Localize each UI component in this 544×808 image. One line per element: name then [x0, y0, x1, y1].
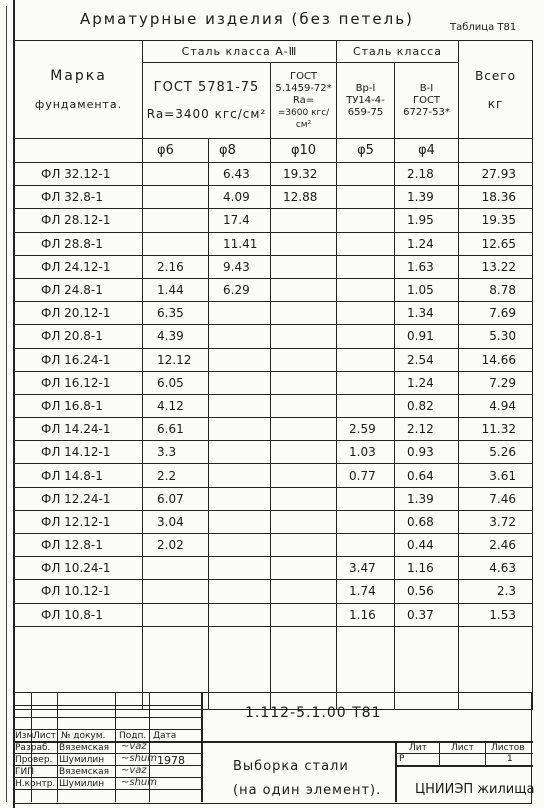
tb-hline-3	[15, 729, 201, 730]
cell-d10	[271, 348, 337, 371]
cell-mark: ФЛ 24.12-1	[15, 255, 143, 278]
header-bp1	[337, 63, 395, 139]
cell-d6: 1.44	[143, 278, 209, 301]
name-developer: Вяземская	[59, 743, 110, 753]
cell-d4: 1.24	[395, 232, 459, 255]
cell-mark: ФЛ 16.8-1	[15, 394, 143, 417]
cell-total: 5.30	[459, 325, 533, 348]
tb-divider-doc	[115, 693, 116, 802]
document-name-line1: Выборка стали	[233, 759, 349, 774]
role-norm-control: Н.контр.	[15, 779, 56, 789]
cell-d6	[143, 209, 209, 232]
bp1-l2: ТУ14-4-	[346, 94, 385, 106]
table-row	[15, 325, 533, 348]
cell-mark: ФЛ 10.24-1	[15, 557, 143, 580]
header-steel-a3: Сталь класса А-Ⅲ	[143, 41, 337, 63]
cell-d5	[337, 209, 395, 232]
cell-d5	[337, 394, 395, 417]
cell-d10	[271, 557, 337, 580]
gost-5781-label: ГОСТ 5781-75	[153, 80, 260, 95]
cell-d8: 17.4	[209, 209, 271, 232]
bp1-l1: Вр-Ⅰ	[355, 82, 376, 94]
b1-l3: 6727-53*	[403, 106, 450, 118]
cell-d6	[143, 186, 209, 209]
cell-d8	[209, 557, 271, 580]
cell-d8: 6.43	[209, 163, 271, 186]
header-blank-total	[459, 139, 533, 163]
header-steel-other: Сталь класса	[337, 41, 459, 63]
role-developer: Разраб.	[15, 743, 51, 753]
cell-d10	[271, 209, 337, 232]
cell-d5	[337, 348, 395, 371]
cell-d4: 0.64	[395, 464, 459, 487]
col-izm: Изм.	[15, 731, 37, 741]
tb-divider-r2	[485, 741, 486, 765]
cell-d10	[271, 534, 337, 557]
cell-d10	[271, 302, 337, 325]
header-gost-5781	[143, 63, 271, 139]
gost-5459-l4: =3600 кгс/см²	[277, 107, 330, 130]
cell-total: 11.32	[459, 418, 533, 441]
frame-line-outer	[6, 6, 7, 802]
header-blank	[15, 139, 143, 163]
table-row	[15, 163, 533, 186]
cell-d4: 0.68	[395, 510, 459, 533]
cell-d6	[143, 603, 209, 626]
cell-d10: 19.32	[271, 163, 337, 186]
table-row	[15, 603, 533, 626]
cell-total: 13.22	[459, 255, 533, 278]
cell-d6: 3.3	[143, 441, 209, 464]
cell-d8	[209, 348, 271, 371]
cell-d5: 1.74	[337, 580, 395, 603]
header-d6: φ6	[143, 139, 209, 163]
cell-d4: 1.95	[395, 209, 459, 232]
organization: ЦНИИЭП жилища	[415, 782, 535, 797]
cell-d8	[209, 487, 271, 510]
cell-mark: ФЛ 12.24-1	[15, 487, 143, 510]
cell-d6: 4.12	[143, 394, 209, 417]
cell-total: 8.78	[459, 278, 533, 301]
cell-d8	[209, 325, 271, 348]
cell-d4: 0.82	[395, 394, 459, 417]
cell-d4: 0.56	[395, 580, 459, 603]
gost-5459-l1: ГОСТ	[289, 70, 318, 82]
header-d8: φ8	[209, 139, 271, 163]
tb-hline-1	[15, 705, 201, 706]
cell-d5: 1.03	[337, 441, 395, 464]
cell-total: 14.66	[459, 348, 533, 371]
steel-table	[14, 40, 533, 710]
sheet-label: Лист	[451, 743, 474, 753]
cell-mark: ФЛ 14.24-1	[15, 418, 143, 441]
cell-d4: 2.12	[395, 418, 459, 441]
cell-mark: ФЛ 24.8-1	[15, 278, 143, 301]
table-row	[15, 441, 533, 464]
table-row	[15, 186, 533, 209]
col-doc: № докум.	[61, 731, 106, 741]
cell-d8	[209, 302, 271, 325]
cell-d5	[337, 255, 395, 278]
cell-d4: 1.39	[395, 186, 459, 209]
col-sign: Подп.	[119, 731, 147, 741]
cell-mark: ФЛ 20.12-1	[15, 302, 143, 325]
table-row	[15, 580, 533, 603]
tb-divider-right	[395, 741, 397, 802]
name-checker: Шумилин	[59, 755, 105, 765]
cell-d8: 4.09	[209, 186, 271, 209]
cell-d6: 2.02	[143, 534, 209, 557]
cell-d5	[337, 510, 395, 533]
cell-total: 2.3	[459, 580, 533, 603]
cell-d5: 3.47	[337, 557, 395, 580]
tb-divider-r1	[439, 741, 440, 765]
cell-d6	[143, 580, 209, 603]
cell-d6: 3.04	[143, 510, 209, 533]
cell-d10	[271, 325, 337, 348]
header-d4: φ4	[395, 139, 459, 163]
table-row	[15, 394, 533, 417]
cell-total: 18.36	[459, 186, 533, 209]
cell-d5	[337, 302, 395, 325]
sheets-label: Листов	[491, 743, 525, 753]
cell-total: 7.46	[459, 487, 533, 510]
cell-d8: 6.29	[209, 278, 271, 301]
signature-developer: ~vaz	[121, 741, 147, 752]
cell-d5	[337, 371, 395, 394]
cell-d6: 6.05	[143, 371, 209, 394]
table-row	[15, 487, 533, 510]
cell-total: 3.72	[459, 510, 533, 533]
cell-d8	[209, 394, 271, 417]
cell-d5	[337, 325, 395, 348]
cell-d10	[271, 418, 337, 441]
table-row	[15, 464, 533, 487]
cell-d4: 2.54	[395, 348, 459, 371]
cell-total: 7.69	[459, 302, 533, 325]
cell-d5: 1.16	[337, 603, 395, 626]
cell-total: 4.94	[459, 394, 533, 417]
table-row	[15, 232, 533, 255]
cell-d4: 0.37	[395, 603, 459, 626]
table-row	[15, 209, 533, 232]
cell-total: 7.29	[459, 371, 533, 394]
cell-d10	[271, 278, 337, 301]
table-row	[15, 510, 533, 533]
cell-d6: 6.35	[143, 302, 209, 325]
cell-mark: ФЛ 32.12-1	[15, 163, 143, 186]
cell-d4: 0.44	[395, 534, 459, 557]
cell-mark: ФЛ 14.8-1	[15, 464, 143, 487]
cell-mark: ФЛ 14.12-1	[15, 441, 143, 464]
header-gost-5459	[271, 63, 337, 139]
cell-d6: 6.07	[143, 487, 209, 510]
table-row	[15, 418, 533, 441]
header-total-line2: кг	[487, 96, 504, 111]
tb-hline-8	[15, 789, 201, 790]
cell-d10: 12.88	[271, 186, 337, 209]
cell-d6	[143, 163, 209, 186]
gost-5459-l2: 5.1459-72*	[275, 82, 332, 94]
header-b1	[395, 63, 459, 139]
cell-total: 27.93	[459, 163, 533, 186]
header-mark-line1: Марка	[50, 68, 107, 84]
table-row	[15, 348, 533, 371]
cell-mark: ФЛ 16.12-1	[15, 371, 143, 394]
cell-d6: 12.12	[143, 348, 209, 371]
name-chief: Вяземская	[59, 767, 110, 777]
cell-d10	[271, 371, 337, 394]
cell-d10	[271, 464, 337, 487]
header-total-line1: Всего	[475, 68, 516, 83]
cell-d6: 2.2	[143, 464, 209, 487]
cell-total: 2.46	[459, 534, 533, 557]
cell-d6: 2.16	[143, 255, 209, 278]
cell-mark: ФЛ 28.8-1	[15, 232, 143, 255]
b1-l2: ГОСТ	[412, 94, 441, 106]
cell-mark: ФЛ 12.12-1	[15, 510, 143, 533]
table-row	[15, 371, 533, 394]
table-row	[15, 534, 533, 557]
cell-d6	[143, 232, 209, 255]
cell-d10	[271, 255, 337, 278]
cell-mark: ФЛ 12.8-1	[15, 534, 143, 557]
cell-total: 12.65	[459, 232, 533, 255]
document-name	[233, 755, 381, 803]
cell-d5: 2.59	[337, 418, 395, 441]
cell-d5	[337, 534, 395, 557]
cell-d5	[337, 186, 395, 209]
header-mark	[15, 41, 143, 139]
cell-d8	[209, 464, 271, 487]
cell-d4: 1.05	[395, 278, 459, 301]
table-row	[15, 278, 533, 301]
cell-d8: 9.43	[209, 255, 271, 278]
cell-d10	[271, 487, 337, 510]
cell-d8	[209, 418, 271, 441]
cell-total: 4.63	[459, 557, 533, 580]
cell-d6: 4.39	[143, 325, 209, 348]
stage-value: Р	[399, 754, 405, 764]
header-total	[459, 41, 533, 139]
cell-d4: 1.34	[395, 302, 459, 325]
cell-mark: ФЛ 28.12-1	[15, 209, 143, 232]
cell-d5	[337, 163, 395, 186]
role-checker: Провер.	[15, 755, 53, 765]
cell-d6: 6.61	[143, 418, 209, 441]
header-mark-line2: фундамента.	[34, 98, 123, 111]
table-row	[15, 255, 533, 278]
cell-d4: 1.39	[395, 487, 459, 510]
tb-hline-r2	[395, 765, 533, 767]
tb-divider-list	[57, 693, 58, 802]
col-list: Лист	[33, 731, 56, 741]
table-row	[15, 557, 533, 580]
cell-d4: 0.93	[395, 441, 459, 464]
cell-d10	[271, 603, 337, 626]
document-code: 1.112-5.1.00 Т81	[245, 705, 382, 721]
cell-d8	[209, 603, 271, 626]
role-chief: ГИП	[15, 767, 34, 777]
signature-chief: ~vaz	[121, 765, 147, 776]
cell-d5: 0.77	[337, 464, 395, 487]
b1-l1: В-Ⅰ	[419, 82, 434, 94]
cell-d8	[209, 441, 271, 464]
cell-d8	[209, 534, 271, 557]
signature-norm-control: ~shum	[121, 777, 158, 788]
tb-hline-7	[15, 777, 201, 778]
cell-mark: ФЛ 10.12-1	[15, 580, 143, 603]
bp1-l3: 659-75	[347, 106, 384, 118]
table-number: Таблица Т81	[450, 22, 517, 33]
cell-mark: ФЛ 10.8-1	[15, 603, 143, 626]
cell-d5	[337, 278, 395, 301]
cell-d5	[337, 487, 395, 510]
cell-d8	[209, 580, 271, 603]
cell-d4: 1.16	[395, 557, 459, 580]
sheets-value: 1	[507, 754, 513, 764]
cell-mark: ФЛ 20.8-1	[15, 325, 143, 348]
signature-checker: ~shum	[121, 753, 158, 764]
cell-d10	[271, 580, 337, 603]
cell-total: 3.61	[459, 464, 533, 487]
cell-total: 19.35	[459, 209, 533, 232]
cell-d10	[271, 441, 337, 464]
cell-d8	[209, 371, 271, 394]
stage-label: Лит	[409, 743, 427, 753]
cell-d4: 1.24	[395, 371, 459, 394]
cell-total: 1.53	[459, 603, 533, 626]
gost-5459-l3: Ra=	[292, 94, 315, 106]
cell-d4: 2.18	[395, 163, 459, 186]
cell-d10	[271, 394, 337, 417]
tb-hline-2	[15, 717, 201, 718]
cell-d10	[271, 232, 337, 255]
cell-mark: ФЛ 32.8-1	[15, 186, 143, 209]
table-row	[15, 302, 533, 325]
col-date: Дата	[153, 731, 177, 741]
title-block	[14, 692, 535, 804]
cell-total: 5.26	[459, 441, 533, 464]
cell-d8: 11.41	[209, 232, 271, 255]
header-d5: φ5	[337, 139, 395, 163]
tb-divider-main	[201, 693, 203, 802]
cell-d10	[271, 510, 337, 533]
document-name-line2: (на один элемент).	[233, 783, 382, 798]
cell-d6	[143, 557, 209, 580]
date-year: 1978	[157, 754, 185, 767]
cell-d4: 1.63	[395, 255, 459, 278]
header-d10: φ10	[271, 139, 337, 163]
page-title: Арматурные изделия (без петель)	[80, 10, 414, 28]
name-norm-control: Шумилин	[59, 779, 105, 789]
cell-mark: ФЛ 16.24-1	[15, 348, 143, 371]
cell-d4: 0.91	[395, 325, 459, 348]
cell-d8	[209, 510, 271, 533]
cell-d5	[337, 232, 395, 255]
ra-3400-label: Ra=3400 кгс/см²	[146, 107, 267, 121]
